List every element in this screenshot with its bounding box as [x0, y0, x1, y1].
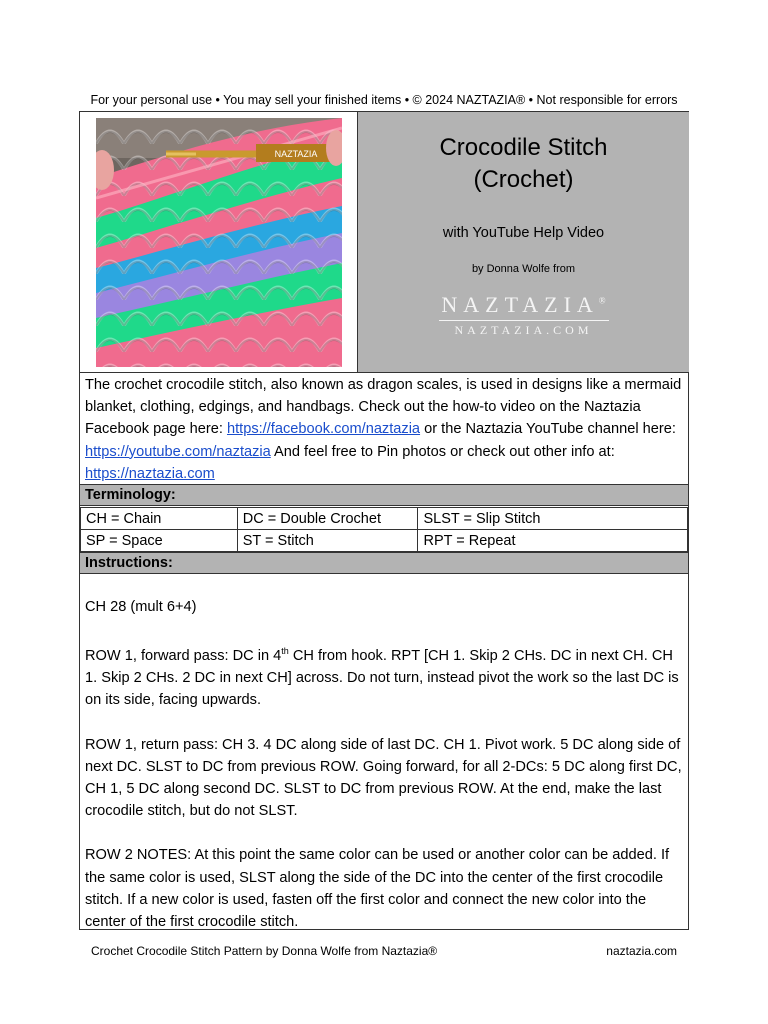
table-row: [81, 508, 688, 530]
table-cell: DC = Double Crochet: [237, 508, 418, 530]
logo-reg-mark: ®: [598, 295, 606, 306]
table-cell: RPT = Repeat: [418, 530, 688, 552]
row1-forward-text-a: ROW 1, forward pass: DC in 4: [85, 648, 282, 665]
row1-forward-text-b: CH from hook. RPT [CH 1. Skip 2 CHs. DC in next CH. CH 1. Skip 2 CHs. 2 DC in next CH] across. Do not turn, instead pivot the work so the last DC is on its side, facing upwards.: [85, 648, 679, 709]
logo-main-text: NAZTAZIA: [441, 292, 599, 317]
crochet-stitch-image: [96, 118, 342, 367]
site-link[interactable]: https://naztazia.com: [85, 465, 215, 482]
instruction-paragraph: [85, 640, 685, 711]
table-cell: SP = Space: [81, 530, 238, 552]
header-section: [80, 112, 688, 373]
instructions-heading: Instructions:: [80, 552, 688, 574]
intro-text-1: The crochet crocodile stitch, also known as dragon scales, is used in designs like a mermaid blanket, clothing, edgings, and handbags. Check out the how-to video on the Naztazia Facebook page here:: [85, 377, 682, 438]
title-line-2: (Crochet): [473, 166, 574, 193]
instruction-paragraph: ROW 2 NOTES: At this point the same color can be used or another color can be added. If the same color is used, SLST along the side of the DC into the center of the first crocodile stitch. If a new color is used, fasten off the first color and connect the new color into the center of the first crocodile stitch.: [85, 847, 670, 931]
youtube-link[interactable]: https://youtube.com/naztazia: [85, 443, 271, 460]
terminology-heading: Terminology:: [80, 484, 688, 506]
table-cell: SLST = Slip Stitch: [418, 508, 688, 530]
instructions-body: [85, 596, 685, 955]
footer-credit: Crochet Crocodile Stitch Pattern by Donna Wolfe from Naztazia®: [91, 944, 438, 958]
naztazia-logo: [358, 292, 689, 338]
page-title: [358, 132, 689, 196]
intro-paragraph: [85, 374, 685, 485]
intro-text-2: or the Naztazia YouTube channel here:: [420, 421, 676, 438]
logo-rule: [439, 320, 609, 321]
title-line-1: Crocodile Stitch: [439, 134, 608, 161]
table-cell: ST = Stitch: [237, 530, 418, 552]
footer-site: naztazia.com: [606, 944, 677, 958]
ordinal-suffix: th: [281, 646, 289, 657]
hook-label: NAZTAZIA: [274, 149, 318, 159]
table-row: [81, 530, 688, 552]
top-copyright-note: For your personal use • You may sell your finished items • © 2024 NAZTAZIA® • Not responsible for errors: [90, 93, 678, 107]
instruction-paragraph: CH 28 (mult 6+4): [85, 599, 197, 615]
title-panel: [357, 112, 689, 372]
pattern-frame: [79, 111, 689, 930]
instruction-paragraph: ROW 1, return pass: CH 3. 4 DC along side of last DC. CH 1. Pivot work. 5 DC along side of next DC. SLST to DC from previous ROW. Going forward, for all 2-DCs: 5 DC along first DC, CH 1, 5 DC along second DC. SLST to DC from previous ROW. At the end, make the last crocodile stitch, but do not SLST.: [85, 736, 682, 820]
byline: by Donna Wolfe from: [471, 263, 576, 275]
terminology-table: [80, 507, 688, 552]
subtitle: with YouTube Help Video: [442, 225, 605, 241]
crochet-photo: [96, 118, 342, 367]
table-cell: CH = Chain: [81, 508, 238, 530]
facebook-link[interactable]: https://facebook.com/naztazia: [226, 421, 421, 438]
logo-sub-text: NAZTAZIA.COM: [454, 323, 593, 337]
intro-text-3: And feel free to Pin photos or check out other info at:: [270, 443, 615, 460]
